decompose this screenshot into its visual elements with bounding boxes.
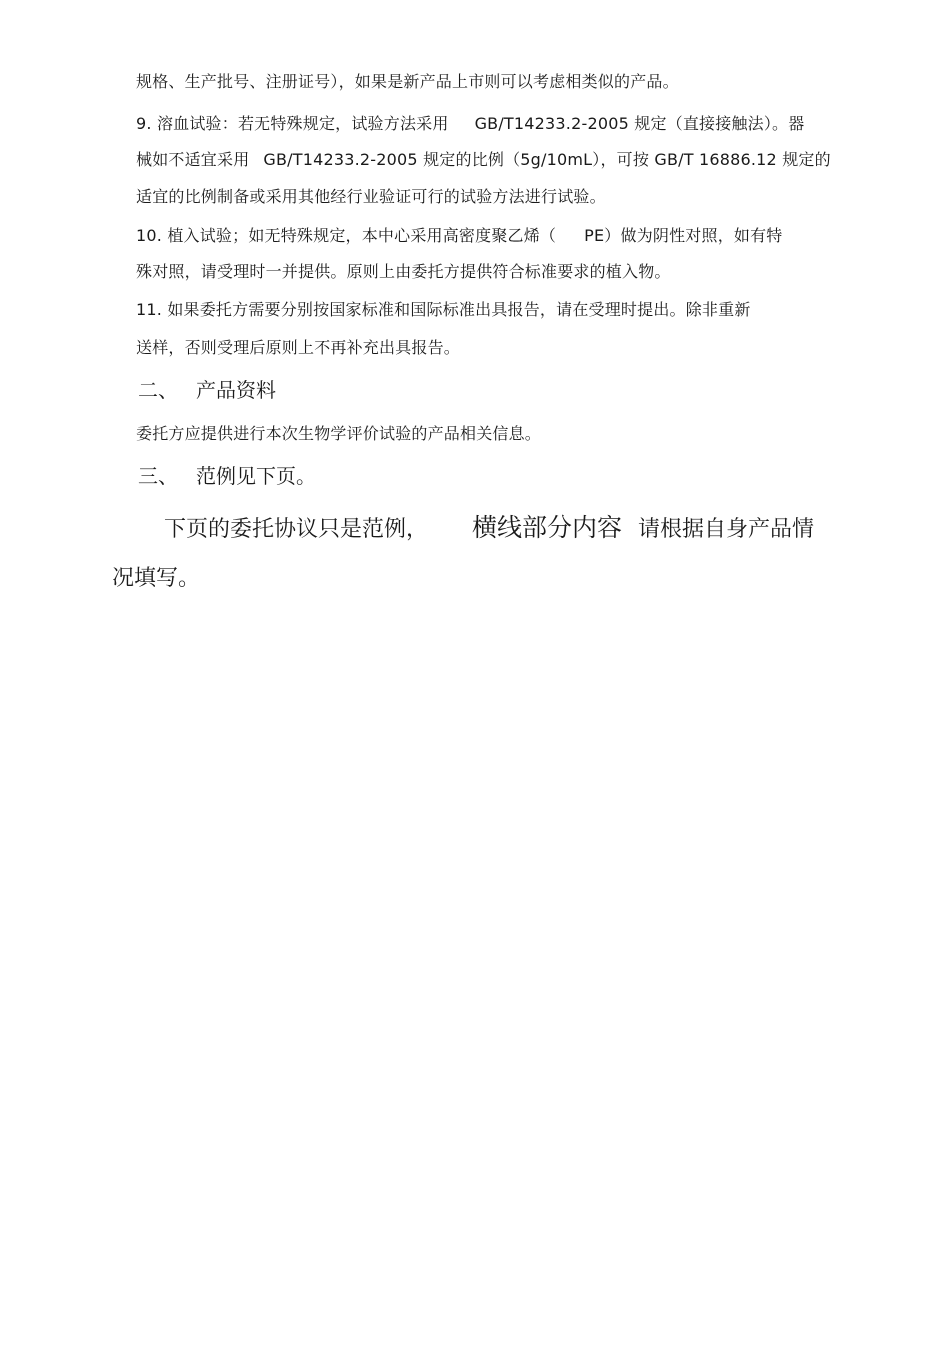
paragraph-9-line-1-part-a: 9. 溶血试验：若无特殊规定，试验方法采用 <box>136 114 449 133</box>
closing-part-3: 请根据自身产品情 <box>638 517 815 542</box>
paragraph-9-line-1-part-b: GB/T14233.2-2005 规定（直接接触法）。器 <box>474 114 805 133</box>
paragraph-9-line-2 <box>136 150 831 170</box>
section-2-heading <box>138 378 276 402</box>
paragraph-9-line-2-part-a: 械如不适宜采用 <box>136 150 250 169</box>
paragraph-11-line-1: 11. 如果委托方需要分别按国家标准和国际标准出具报告，请在受理时提出。除非重新 <box>136 300 751 319</box>
closing-line-1 <box>164 514 814 544</box>
closing-part-1: 下页的委托协议只是范例， <box>164 517 429 542</box>
paragraph-10-line-1-part-b: PE）做为阴性对照，如有特 <box>584 226 783 245</box>
section-3-heading <box>138 464 316 488</box>
paragraph-10-line-1 <box>136 226 783 246</box>
paragraph-10-line-2: 殊对照，请受理时一并提供。原则上由委托方提供符合标准要求的植入物。 <box>136 262 671 281</box>
closing-part-2-emphasis: 横线部分内容 <box>472 513 623 542</box>
section-2-title: 产品资料 <box>196 378 276 402</box>
paragraph-11-line-2: 送样，否则受理后原则上不再补充出具报告。 <box>136 338 461 357</box>
section-3-title: 范例见下页。 <box>196 464 316 488</box>
section-2-body: 委托方应提供进行本次生物学评价试验的产品相关信息。 <box>136 424 542 443</box>
section-3-number: 三、 <box>138 464 178 488</box>
paragraph-8-tail: 规格、生产批号、注册证号），如果是新产品上市则可以考虑相类似的产品。 <box>136 72 679 91</box>
paragraph-9-line-1 <box>136 114 804 134</box>
closing-line-2: 况填写。 <box>112 566 201 591</box>
paragraph-9-line-2-part-b: GB/T14233.2-2005 规定的比例（5g/10mL），可按 GB/T 16886.12 规定的 <box>263 150 831 169</box>
section-2-number: 二、 <box>138 378 178 402</box>
paragraph-10-line-1-part-a: 10. 植入试验；如无特殊规定，本中心采用高密度聚乙烯（ <box>136 226 557 245</box>
paragraph-9-line-3: 适宜的比例制备或采用其他经行业验证可行的试验方法进行试验。 <box>136 187 606 206</box>
